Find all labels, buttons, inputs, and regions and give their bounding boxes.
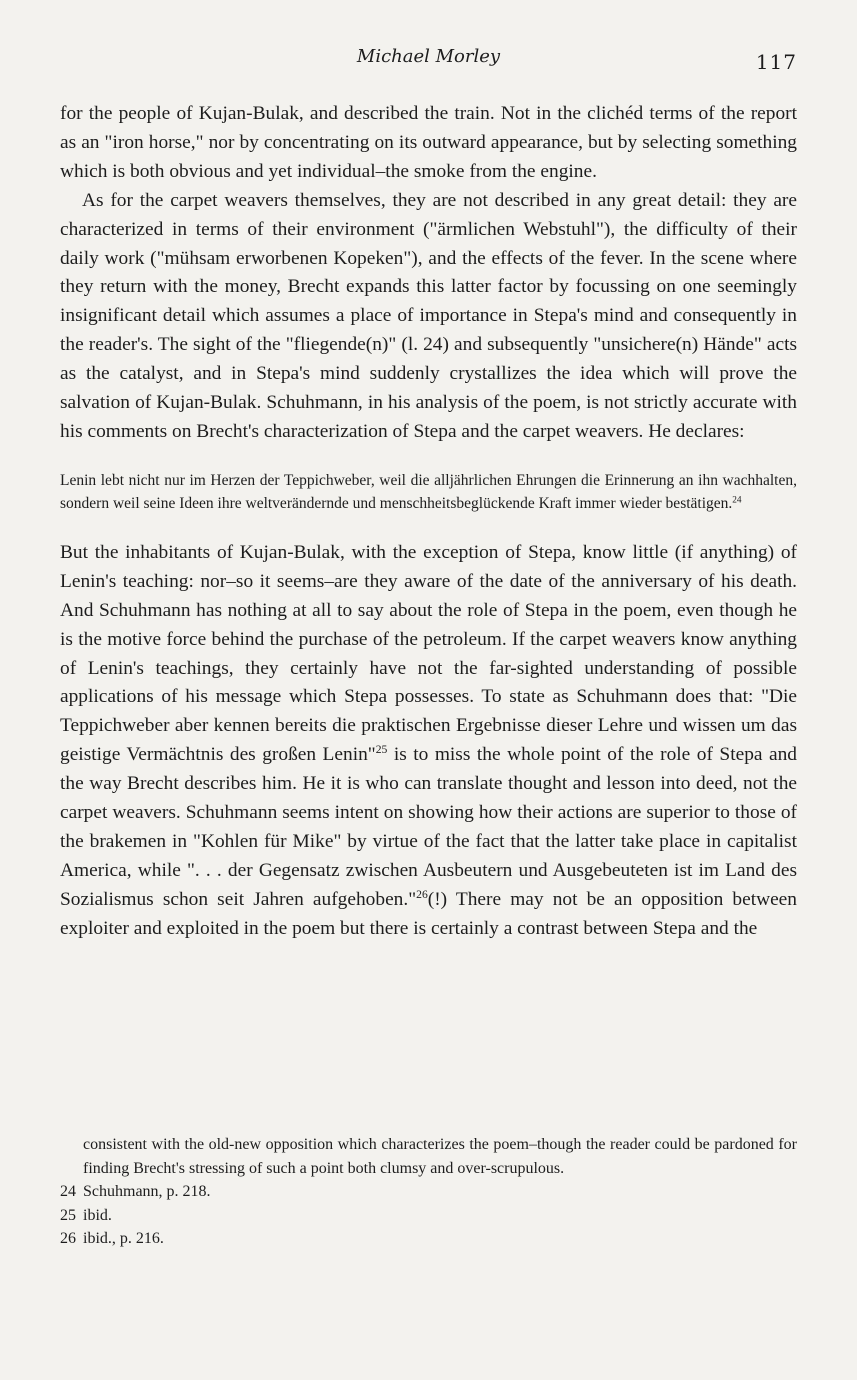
paragraph-3-part-c: (!) There may not be an opposition between exploiter and exploited in the poem but there is certainly a contrast between Stepa and the (60, 888, 797, 939)
footnote-text: ibid. (83, 1206, 112, 1224)
paragraph-3 (60, 539, 797, 944)
footnote-26 (60, 1227, 797, 1251)
footnote-ref-24: 24 (732, 495, 742, 506)
footnotes (60, 1133, 797, 1251)
page-header (60, 44, 797, 74)
paragraph-2: As for the carpet weavers themselves, they are not described in any great detail: they are characterized in terms of their environment ("ärmlichen Webstuhl"), the difficulty of their daily work ("mühsam erworbenen Kopeken"), and the effects of the fever. In the scene where they return with the money, Brecht expands this latter factor by focussing on one seemingly insignificant detail which assumes a place of importance in Stepa's mind and consequently in the reader's. The sight of the "fliegende(n)" (l. 24) and subsequently "unsichere(n) Hände" acts as the catalyst, and in Stepa's mind suddenly crystallizes the idea which will prove the salvation of Kujan-Bulak. Schuhmann, in his analysis of the poem, is not strictly accurate with his comments on Brecht's characterization of Stepa and the carpet weavers. He declares: (60, 189, 797, 442)
running-head: Michael Morley (356, 46, 501, 67)
body-text (60, 100, 797, 944)
footnote-25 (60, 1204, 797, 1228)
footnote-continuation: consistent with the old-new opposition which characterizes the poem–though the reader could be pardoned for finding Brecht's stressing of such a point both clumsy and over-scrupulous. (83, 1136, 797, 1177)
paragraph-3-part-b: is to miss the whole point of the role of Stepa and the way Brecht describes him. He it is who can translate thought and lesson into deed, not the carpet weavers. Schuhmann seems intent on showing how their actions are superior to those of the brakemen in "Kohlen für Mike" by virtue of the fact that the latter take place in capitalist America, while ". . . der Gegensatz zwischen Ausbeutern und Ausgebeuteten ist im Land des Sozialismus schon seit Jahren aufgehoben." (60, 744, 797, 910)
footnote-number: 26 (60, 1230, 76, 1247)
footnote-number: 25 (60, 1206, 76, 1224)
block-quote-text: Lenin lebt nicht nur im Herzen der Teppichweber, weil die alljährlichen Ehrungen die Erinnerung an ihn wachhalten, sondern weil seine Ideen ihre weltverändernde und menschheitsbeglückende Kraft immer wieder bestätigen. (60, 471, 797, 512)
paragraph-3-part-a: But the inhabitants of Kujan-Bulak, with the exception of Stepa, know little (if anything) of Lenin's teaching: nor–so it seems–are they aware of the date of the anniversary of his death. And Schuhmann has nothing at all to say about the role of Stepa in the poem, even though he is the motive force behind the purchase of the petroleum. If the carpet weavers know anything of Lenin's teachings, they certainly have not the far-sighted understanding of possible applications of his message which Stepa possesses. To state as Schuhmann does that: "Die Teppichweber aber kennen bereits die praktischen Ergebnisse dieser Lehre und wissen um das geistige Vermächtnis des großen Lenin" (60, 541, 797, 766)
paragraph-1: for the people of Kujan-Bulak, and described the train. Not in the clichéd terms of the report as an "iron horse," nor by concentrating on its outward appearance, but by selecting something which is both obvious and yet individual–the smoke from the engine. (60, 103, 797, 182)
footnote-ref-25: 25 (375, 743, 388, 757)
block-quote (60, 469, 797, 515)
page-number: 117 (755, 50, 797, 74)
footnote-ref-26: 26 (416, 887, 428, 901)
footnote-24 (60, 1180, 797, 1204)
footnote-text: ibid., p. 216. (83, 1230, 164, 1247)
footnote-text: Schuhmann, p. 218. (83, 1183, 211, 1200)
footnote-number: 24 (60, 1183, 76, 1200)
